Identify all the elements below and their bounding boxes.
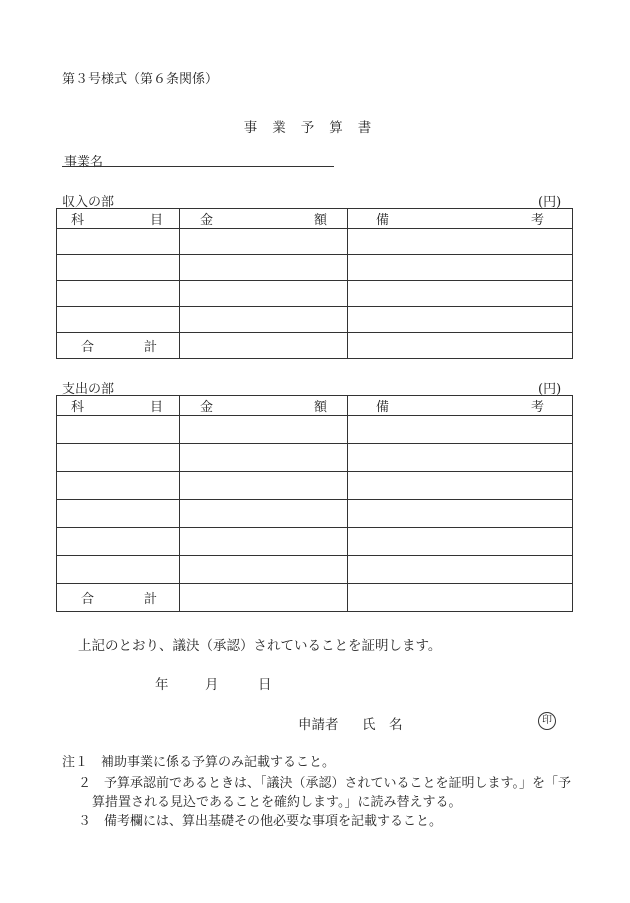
expense-item-cell[interactable] [57, 416, 180, 444]
expense-total-remarks-cell[interactable] [348, 584, 573, 612]
expense-remarks-cell[interactable] [348, 444, 573, 472]
expense-remarks-cell[interactable] [348, 528, 573, 556]
expense-header-remarks: 備 考 [348, 396, 573, 416]
expense-total-label: 合 計 [57, 584, 180, 612]
note-2: ２ 予算承認前であるときは、「議決（承認）されていることを証明します。」を「予 [78, 776, 571, 791]
income-table [56, 208, 573, 359]
expense-header-row [57, 396, 573, 416]
expense-section-label: 支出の部 [62, 382, 115, 397]
expense-remarks-cell[interactable] [348, 500, 573, 528]
expense-remarks-cell[interactable] [348, 556, 573, 584]
certification-statement: 上記のとおり、議決（承認）されていることを証明します。 [78, 638, 442, 654]
expense-item-cell[interactable] [57, 528, 180, 556]
expense-row [57, 472, 573, 500]
income-row [57, 255, 573, 281]
income-amount-cell[interactable] [180, 307, 348, 333]
expense-table [56, 395, 573, 612]
income-remarks-cell[interactable] [348, 229, 573, 255]
note-3: ３ 備考欄には、算出基礎その他必要な事項を記載すること。 [78, 814, 443, 829]
project-name-label: 事業名 [64, 155, 104, 170]
expense-unit: (円) [538, 382, 562, 397]
note-1: 注１ 補助事業に係る予算のみ記載すること。 [62, 755, 336, 770]
date-month-label: 月 [205, 677, 219, 693]
expense-item-cell[interactable] [57, 500, 180, 528]
expense-header-amount: 金 額 [180, 396, 348, 416]
expense-item-cell[interactable] [57, 472, 180, 500]
income-remarks-cell[interactable] [348, 255, 573, 281]
income-remarks-cell[interactable] [348, 307, 573, 333]
income-row [57, 229, 573, 255]
date-year-label: 年 [155, 677, 169, 693]
project-name-underline [62, 166, 334, 167]
expense-amount-cell[interactable] [180, 528, 348, 556]
date-day-label: 日 [258, 677, 272, 693]
income-item-cell[interactable] [57, 307, 180, 333]
expense-remarks-cell[interactable] [348, 416, 573, 444]
expense-amount-cell[interactable] [180, 416, 348, 444]
income-amount-cell[interactable] [180, 229, 348, 255]
income-header-item: 科 目 [57, 209, 180, 229]
expense-item-cell[interactable] [57, 556, 180, 584]
income-row [57, 307, 573, 333]
income-amount-cell[interactable] [180, 281, 348, 307]
expense-total-amount-cell[interactable] [180, 584, 348, 612]
income-item-cell[interactable] [57, 281, 180, 307]
income-unit: (円) [538, 195, 562, 210]
expense-row [57, 444, 573, 472]
income-total-label: 合 計 [57, 333, 180, 359]
income-total-amount-cell[interactable] [180, 333, 348, 359]
income-header-remarks: 備 考 [348, 209, 573, 229]
expense-amount-cell[interactable] [180, 472, 348, 500]
expense-amount-cell[interactable] [180, 500, 348, 528]
expense-item-cell[interactable] [57, 444, 180, 472]
income-item-cell[interactable] [57, 229, 180, 255]
income-row [57, 281, 573, 307]
income-item-cell[interactable] [57, 255, 180, 281]
expense-header-item: 科 目 [57, 396, 180, 416]
expense-total-row [57, 584, 573, 612]
seal-mark-icon: 印 [538, 712, 556, 730]
expense-row [57, 500, 573, 528]
document-title: 事業予算書 [243, 120, 387, 136]
note-2-continued: 算措置される見込であることを確約します。」に読み替えする。 [92, 795, 462, 810]
income-total-row [57, 333, 573, 359]
expense-row [57, 556, 573, 584]
applicant-name-label: 氏 名 [362, 717, 403, 733]
expense-row [57, 528, 573, 556]
income-header-amount: 金 額 [180, 209, 348, 229]
applicant-label: 申請者 [298, 717, 339, 733]
income-header-row [57, 209, 573, 229]
expense-row [57, 416, 573, 444]
expense-amount-cell[interactable] [180, 444, 348, 472]
income-amount-cell[interactable] [180, 255, 348, 281]
expense-amount-cell[interactable] [180, 556, 348, 584]
expense-remarks-cell[interactable] [348, 472, 573, 500]
income-total-remarks-cell[interactable] [348, 333, 573, 359]
income-remarks-cell[interactable] [348, 281, 573, 307]
form-number: 第３号様式（第６条関係） [62, 72, 219, 87]
income-section-label: 収入の部 [62, 195, 115, 210]
